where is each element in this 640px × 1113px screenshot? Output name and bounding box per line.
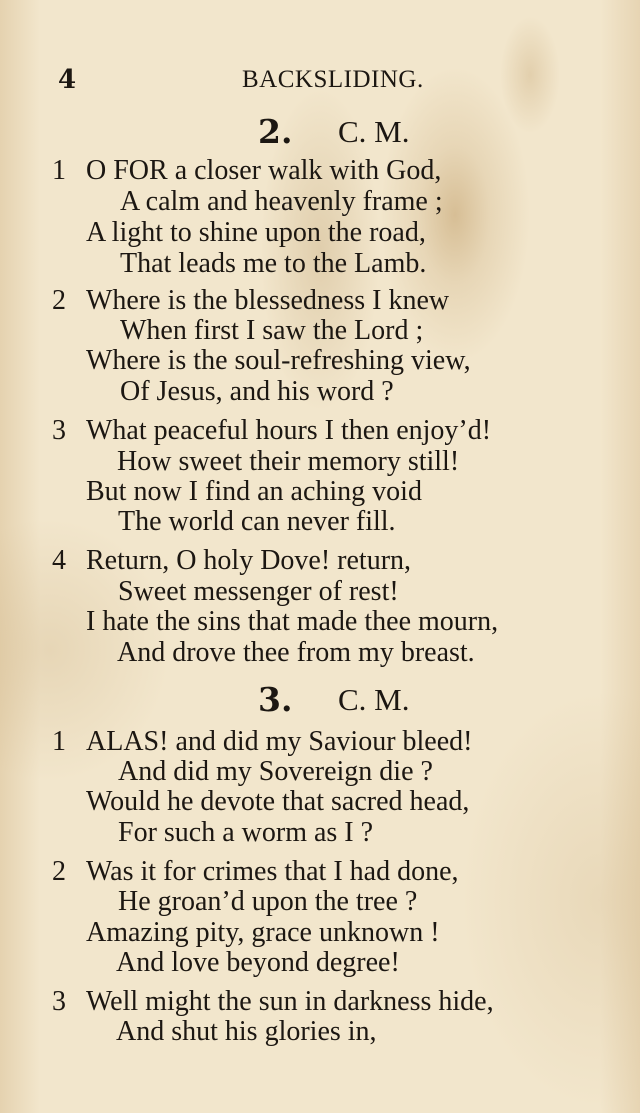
hymn-line: For such a worm as I ? bbox=[118, 817, 374, 848]
verse-number: 3 bbox=[52, 415, 66, 446]
hymn-line: What peaceful hours I then enjoy’d! bbox=[86, 415, 492, 446]
hymn-line: The world can never fill. bbox=[118, 506, 396, 537]
hymn-line: And drove thee from my breast. bbox=[117, 637, 475, 668]
verse-number: 4 bbox=[52, 545, 66, 576]
hymn-line: And did my Sovereign die ? bbox=[118, 756, 433, 787]
hymn-heading bbox=[0, 112, 640, 152]
hymn-line: How sweet their memory still! bbox=[117, 446, 460, 477]
hymn-line: And love beyond degree! bbox=[116, 947, 400, 978]
hymn-line: That leads me to the Lamb. bbox=[120, 248, 427, 279]
verse-number: 2 bbox=[52, 856, 66, 887]
hymn-line: A light to shine upon the road, bbox=[86, 217, 426, 248]
hymn-line: Amazing pity, grace unknown ! bbox=[86, 917, 440, 948]
hymn-line: But now I find an aching void bbox=[86, 476, 422, 507]
hymn-line: And shut his glories in, bbox=[116, 1016, 377, 1047]
verse-number: 1 bbox=[52, 155, 66, 186]
hymn-meter: C. M. bbox=[338, 114, 410, 149]
running-head bbox=[0, 62, 640, 98]
hymn-number: 3. bbox=[258, 680, 293, 719]
hymn-line: ALAS! and did my Saviour bleed! bbox=[86, 726, 473, 757]
hymn-meter: C. M. bbox=[338, 682, 410, 717]
hymn-line: Was it for crimes that I had done, bbox=[86, 856, 459, 887]
hymn-heading bbox=[0, 680, 640, 720]
verse-number: 1 bbox=[52, 726, 66, 757]
hymn-line: Well might the sun in darkness hide, bbox=[86, 986, 494, 1017]
hymn-line: Where is the soul-refreshing view, bbox=[86, 345, 471, 376]
hymn-line: Sweet messenger of rest! bbox=[118, 576, 399, 607]
verse-number: 2 bbox=[52, 285, 66, 316]
hymn-line: Return, O holy Dove! return, bbox=[86, 545, 412, 576]
hymn-line: Would he devote that sacred head, bbox=[86, 786, 470, 817]
page-number: 4 bbox=[58, 65, 77, 95]
hymn-line: Of Jesus, and his word ? bbox=[120, 376, 394, 407]
hymn-line: O FOR a closer walk with God, bbox=[86, 155, 442, 186]
hymn-line: When first I saw the Lord ; bbox=[120, 315, 424, 346]
running-title: BACKSLIDING. bbox=[242, 66, 424, 93]
hymn-line: A calm and heavenly frame ; bbox=[120, 186, 443, 217]
hymn-line: I hate the sins that made thee mourn, bbox=[86, 606, 499, 637]
hymn-line: He groan’d upon the tree ? bbox=[118, 886, 418, 917]
hymn-number: 2. bbox=[258, 112, 293, 151]
hymn-line: Where is the blessedness I knew bbox=[86, 285, 450, 316]
verse-number: 3 bbox=[52, 986, 66, 1017]
